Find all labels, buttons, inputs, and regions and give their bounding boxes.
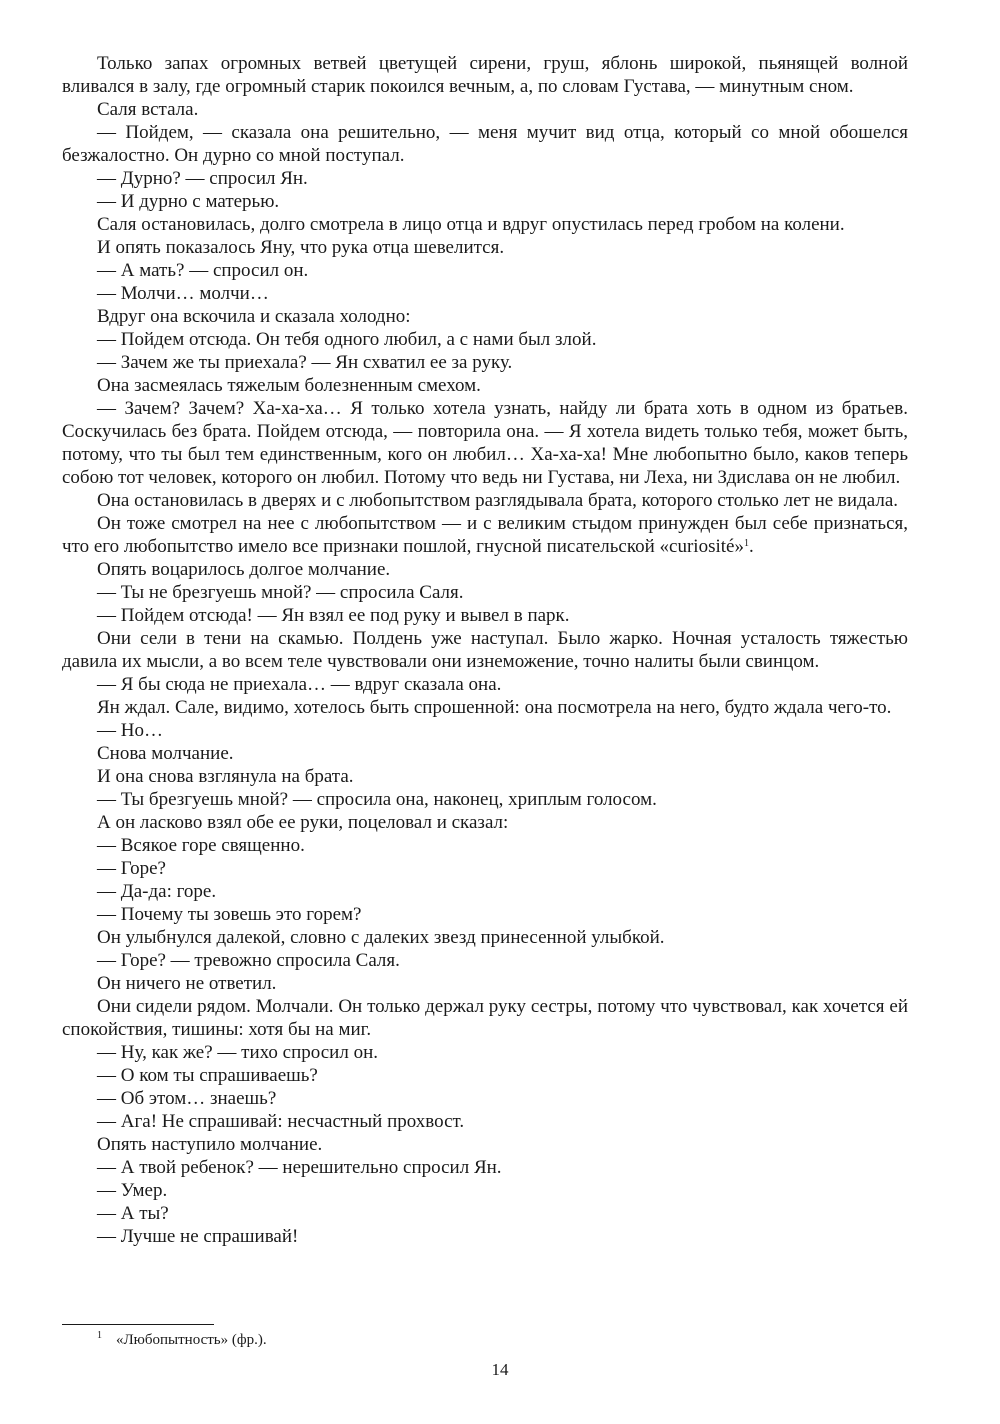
- paragraph: — Зачем? Зачем? Ха-ха-ха… Я только хотела узнать, найду ли брата хоть в одном из братьев. Соскучилась без брата. Пойдем отсюда, — повторила она. — Я хотела видеть только тебя, может быть, потому, что ты был тем единственным, кого он любил… Ха-ха-ха! Мне любопытно было, каков теперь собою тот человек, которого он любил. Потому что ведь ни Густава, ни Леха, ни Здислава он не любил.: [62, 398, 908, 488]
- paragraph: — А твой ребенок? — нерешительно спросил Ян.: [97, 1157, 502, 1178]
- paragraph: — И дурно с матерью.: [97, 191, 280, 212]
- paragraph: — Горе? — тревожно спросила Саля.: [97, 950, 400, 971]
- paragraph-text: Он тоже смотрел на нее с любопытством — и с великим стыдом принужден был себе признаться, что его любопытство имело все признаки пошлой, гнусной писательской «curiosité»: [62, 513, 908, 557]
- paragraph: Она засмеялась тяжелым болезненным смехом.: [97, 375, 481, 396]
- paragraph: И опять показалось Яну, что рука отца шевелится.: [97, 237, 505, 258]
- footnote-divider: [62, 1324, 214, 1325]
- paragraph: — Пойдем, — сказала она решительно, — меня мучит вид отца, который со мной обошелся безжалостно. Он дурно со мной поступал.: [62, 122, 908, 166]
- footnote: [97, 1331, 267, 1349]
- paragraph: — О ком ты спрашиваешь?: [97, 1065, 318, 1086]
- footnote-mark: 1: [97, 1330, 102, 1341]
- paragraph: Опять воцарилось долгое молчание.: [97, 559, 391, 580]
- paragraph: Только запах огромных ветвей цветущей сирени, груш, яблонь широкой, пьянящей волной вливался в залу, где огромный старик покоился вечным, а, по словам Густава, — минутным сном.: [62, 53, 908, 97]
- paragraph: — Да-да: горе.: [97, 881, 217, 902]
- page-number: 14: [491, 1360, 509, 1379]
- paragraph: А он ласково взял обе ее руки, поцеловал и сказал:: [97, 812, 509, 833]
- paragraph: — Ну, как же? — тихо спросил он.: [97, 1042, 378, 1063]
- paragraph: Саля встала.: [97, 99, 199, 120]
- paragraph: Он улыбнулся далекой, словно с далеких звезд принесенной улыбкой.: [97, 927, 665, 948]
- body-text: [62, 52, 908, 1248]
- paragraph: Ян ждал. Сале, видимо, хотелось быть спрошенной: она посмотрела на него, будто ждала чего-то.: [97, 697, 892, 718]
- paragraph: — Всякое горе священно.: [97, 835, 305, 856]
- paragraph: — Горе?: [97, 858, 166, 879]
- paragraph: — Лучше не спрашивай!: [97, 1226, 299, 1247]
- paragraph: Вдруг она вскочила и сказала холодно:: [97, 306, 411, 327]
- paragraph: — Пойдем отсюда! — Ян взял ее под руку и вывел в парк.: [97, 605, 570, 626]
- paragraph: И она снова взглянула на брата.: [97, 766, 354, 787]
- paragraph: — Зачем же ты приехала? — Ян схватил ее за руку.: [97, 352, 513, 373]
- paragraph: Он ничего не ответил.: [97, 973, 277, 994]
- paragraph: — Я бы сюда не приехала… — вдруг сказала она.: [97, 674, 502, 695]
- paragraph: Они сели в тени на скамью. Полдень уже наступал. Было жарко. Ночная усталость тяжестью давила их мысли, а во всем теле чувствовали они изнеможение, точно налиты были свинцом.: [62, 628, 908, 672]
- paragraph: — Умер.: [97, 1180, 168, 1201]
- paragraph: Опять наступило молчание.: [97, 1134, 323, 1155]
- footnote-text: «Любопытность» (фр.).: [116, 1332, 267, 1348]
- footnote-reference[interactable]: 1: [743, 538, 749, 549]
- paragraph: — Молчи… молчи…: [97, 283, 269, 304]
- paragraph: Снова молчание.: [97, 743, 234, 764]
- paragraph: — А мать? — спросил он.: [97, 260, 309, 281]
- paragraph-end: .: [748, 536, 754, 557]
- paragraph: — А ты?: [97, 1203, 169, 1224]
- paragraph: — Ты брезгуешь мной? — спросила она, наконец, хриплым голосом.: [97, 789, 657, 810]
- paragraph: — Почему ты зовешь это горем?: [97, 904, 362, 925]
- paragraph-with-footnote: [62, 512, 908, 558]
- paragraph: — Но…: [97, 720, 163, 741]
- paragraph: Она остановилась в дверях и с любопытством разглядывала брата, которого столько лет не видала.: [97, 490, 898, 511]
- paragraph: — Ты не брезгуешь мной? — спросила Саля.: [97, 582, 464, 603]
- paragraph: — Пойдем отсюда. Он тебя одного любил, а с нами был злой.: [97, 329, 597, 350]
- paragraph: Саля остановилась, долго смотрела в лицо отца и вдруг опустилась перед гробом на колени.: [97, 214, 845, 235]
- paragraph: — Об этом… знаешь?: [97, 1088, 277, 1109]
- paragraph: — Дурно? — спросил Ян.: [97, 168, 308, 189]
- paragraph: — Ага! Не спрашивай: несчастный прохвост.: [97, 1111, 465, 1132]
- paragraph: Они сидели рядом. Молчали. Он только держал руку сестры, потому что чувствовал, как хочется ей спокойствия, тишины: хотя бы на миг.: [62, 996, 908, 1040]
